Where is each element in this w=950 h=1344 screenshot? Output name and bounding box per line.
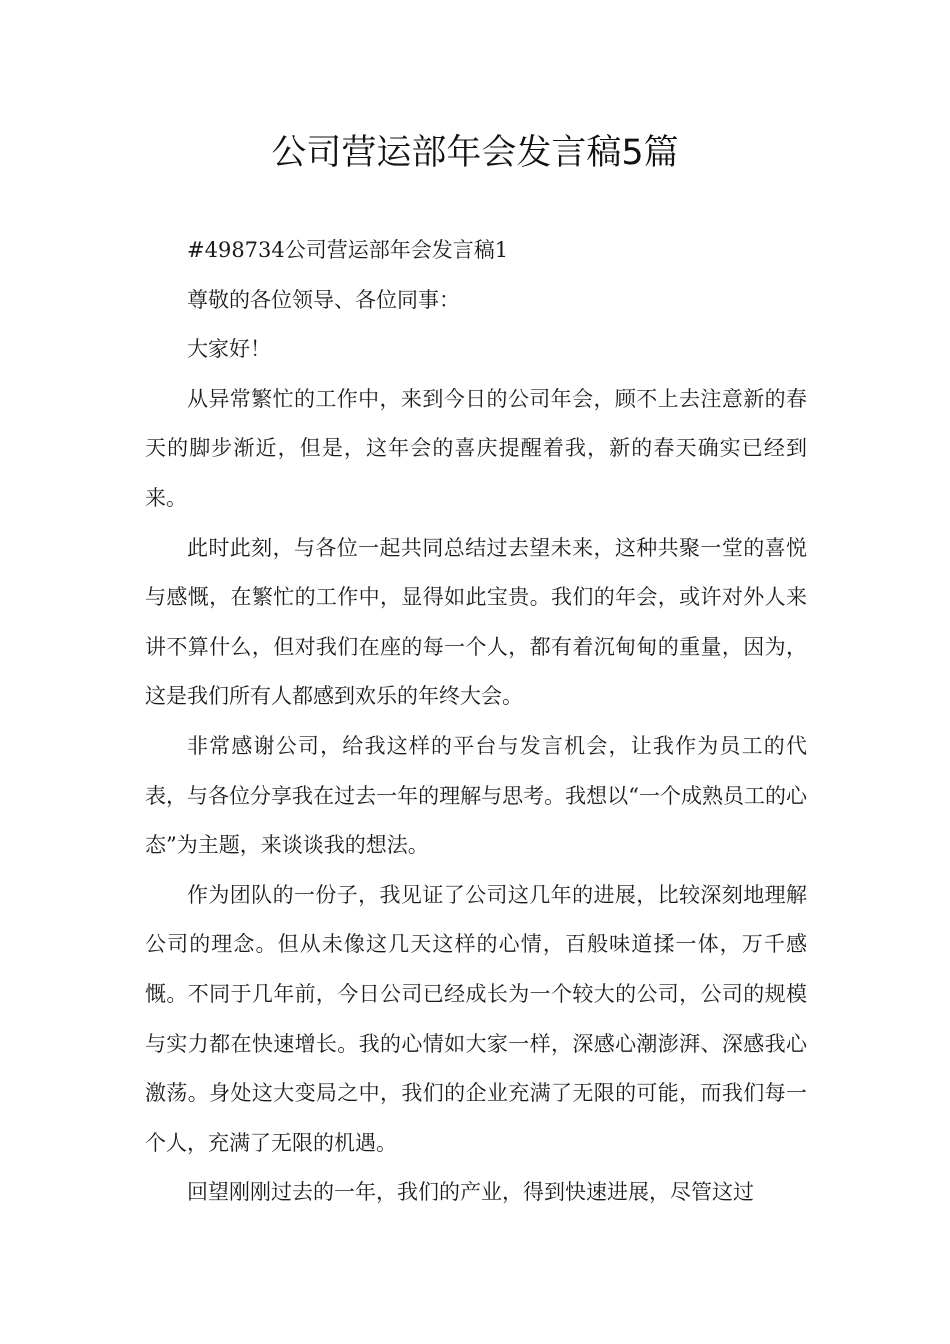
paragraph: 作为团队的一份子，我见证了公司这几年的进展，比较深刻地理解公司的理念。但从未像这几天这样的心情，百般味道揉一体，万千感慨。不同于几年前，今日公司已经成长为一个较大的公司，公司的规模与实力都在快速增长。我的心情如大家一样，深感心潮澎湃、深感我心激荡。身处这大变局之中，我们的企业充满了无限的可能，而我们每一个人，充满了无限的机遇。	[145, 882, 807, 1155]
paragraph-greeting: 大家好！	[187, 337, 271, 362]
paragraph: 回望刚刚过去的一年，我们的产业，得到快速进展，尽管这过	[187, 1180, 754, 1205]
paragraph: 此时此刻，与各位一起共同总结过去望未来，这种共聚一堂的喜悦与感慨，在繁忙的工作中，显得如此宝贵。我们的年会，或许对外人来讲不算什么，但对我们在座的每一个人，都有着沉甸甸的重量，因为，这是我们所有人都感到欢乐的年终大会。	[145, 535, 807, 709]
paragraph: 非常感谢公司，给我这样的平台与发言机会，让我作为员工的代表，与各位分享我在过去一年的理解与思考。我想以“一个成熟员工的心态”为主题，来谈谈我的想法。	[145, 733, 807, 858]
paragraph-heading: #498734公司营运部年会发言稿1	[187, 238, 509, 262]
paragraph: 从异常繁忙的工作中，来到今日的公司年会，顾不上去注意新的春天的脚步渐近，但是，这年会的喜庆提醒着我，新的春天确实已经到来。	[145, 386, 807, 510]
paragraph-salutation: 尊敬的各位领导、各位同事：	[187, 287, 460, 312]
document-body	[145, 226, 807, 1218]
document-title: 公司营运部年会发言稿5篇	[271, 133, 679, 173]
